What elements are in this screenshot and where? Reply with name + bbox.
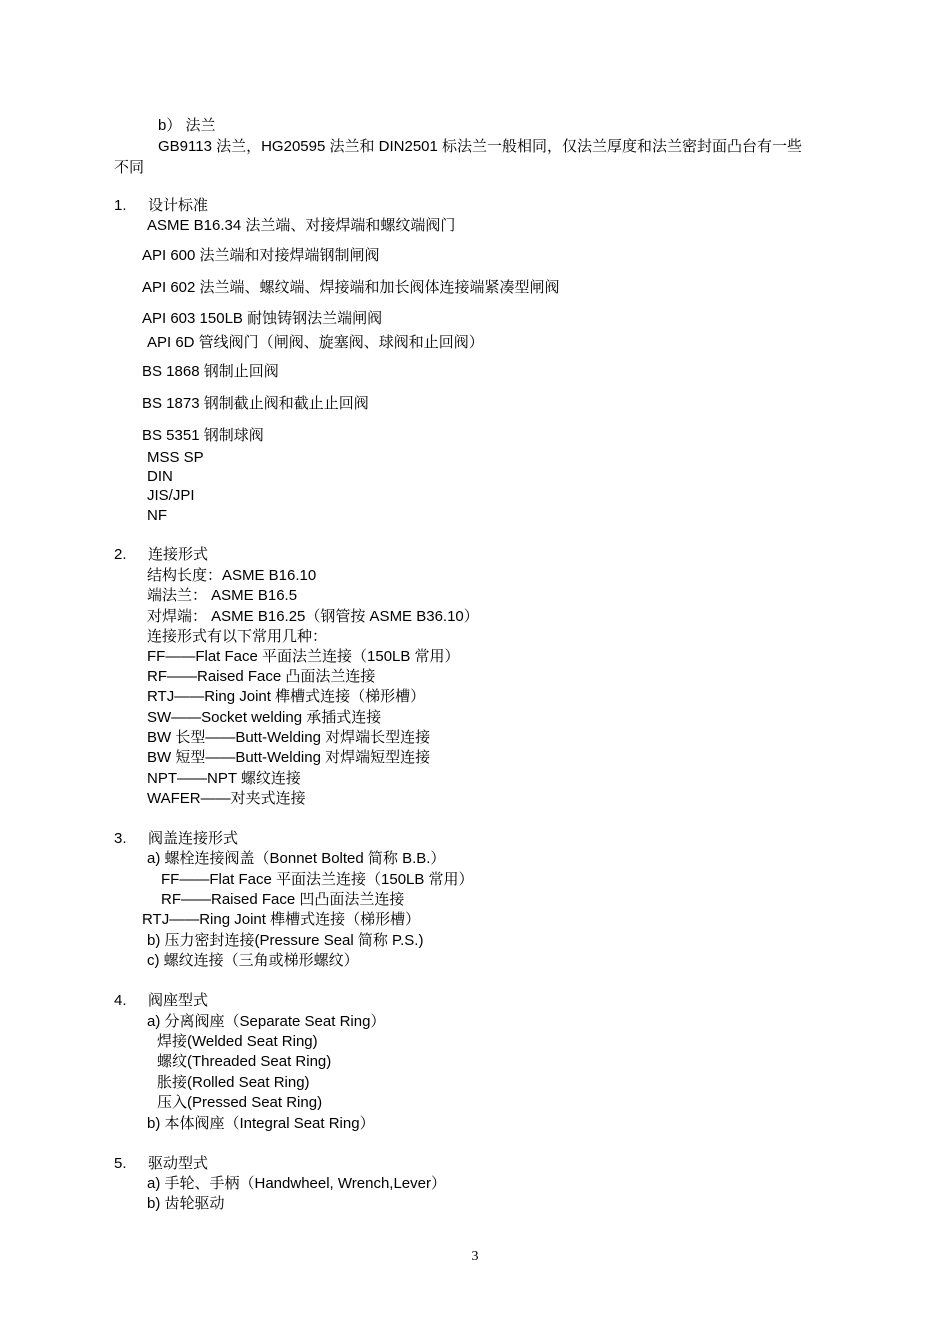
list-item: FF——Flat Face 平面法兰连接（150LB 常用）	[161, 871, 474, 888]
list-item: NF	[147, 507, 167, 524]
intro-paragraph-line-1: GB9113 法兰，HG20595 法兰和 DIN2501 标法兰一般相同，仅法兰厚度和法兰密封面凸台有一些	[158, 138, 803, 155]
list-item: a) 螺栓连接阀盖（Bonnet Bolted 简称 B.B.）	[147, 850, 446, 867]
list-item: 压入(Pressed Seat Ring)	[157, 1094, 323, 1111]
section-title: 阀盖连接形式	[148, 830, 239, 847]
list-item: NPT——NPT 螺纹连接	[147, 770, 301, 787]
list-item: c) 螺纹连接（三角或梯形螺纹）	[147, 952, 359, 969]
list-item: MSS SP	[147, 449, 204, 466]
list-item: BW 短型——Butt-Welding 对焊端短型连接	[147, 749, 431, 766]
intro-paragraph-line-2: 不同	[114, 159, 145, 176]
list-item: API 602 法兰端、螺纹端、焊接端和加长阀体连接端紧凑型闸阀	[142, 279, 560, 296]
list-item: JIS/JPI	[147, 487, 195, 504]
list-item: 对焊端： ASME B16.25（钢管按 ASME B36.10）	[147, 608, 479, 625]
list-item: BS 1868 钢制止回阀	[142, 363, 279, 380]
section-2-heading	[114, 545, 208, 565]
list-item: BS 5351 钢制球阀	[142, 427, 264, 444]
list-item: API 6D 管线阀门（闸阀、旋塞阀、球阀和止回阀）	[147, 334, 484, 351]
intro-heading: b） 法兰	[158, 117, 216, 134]
list-item: 端法兰： ASME B16.5	[147, 587, 298, 604]
section-5-heading	[114, 1154, 208, 1174]
section-1-heading	[114, 196, 208, 216]
list-item: b) 齿轮驱动	[147, 1195, 225, 1212]
list-item: SW——Socket welding 承插式连接	[147, 709, 382, 726]
section-title: 驱动型式	[148, 1155, 209, 1172]
list-item: RTJ——Ring Joint 榫槽式连接（梯形槽）	[147, 688, 426, 705]
section-title: 设计标准	[148, 197, 209, 214]
section-4-heading	[114, 991, 208, 1011]
list-item: BW 长型——Butt-Welding 对焊端长型连接	[147, 729, 431, 746]
section-title: 连接形式	[148, 546, 209, 563]
list-item: RTJ——Ring Joint 榫槽式连接（梯形槽）	[142, 911, 421, 928]
list-item: b) 压力密封连接(Pressure Seal 简称 P.S.)	[147, 932, 424, 949]
list-item: 螺纹(Threaded Seat Ring)	[157, 1053, 332, 1070]
page-number: 3	[471, 1249, 479, 1264]
section-number: 4.	[114, 992, 127, 1009]
list-item: DIN	[147, 468, 173, 485]
list-item: ASME B16.34 法兰端、对接焊端和螺纹端阀门	[147, 217, 456, 234]
list-item: 连接形式有以下常用几种：	[147, 628, 328, 645]
list-item: b) 本体阀座（Integral Seat Ring）	[147, 1115, 375, 1132]
section-number: 5.	[114, 1155, 127, 1172]
list-item: API 600 法兰端和对接焊端钢制闸阀	[142, 247, 380, 264]
section-number: 1.	[114, 197, 127, 214]
list-item: RF——Raised Face 凹凸面法兰连接	[161, 891, 405, 908]
list-item: WAFER——对夹式连接	[147, 790, 306, 807]
section-3-heading	[114, 829, 238, 849]
list-item: RF——Raised Face 凸面法兰连接	[147, 668, 376, 685]
list-item: FF——Flat Face 平面法兰连接（150LB 常用）	[147, 648, 460, 665]
list-item: 焊接(Welded Seat Ring)	[157, 1033, 318, 1050]
section-title: 阀座型式	[148, 992, 209, 1009]
section-number: 3.	[114, 830, 127, 847]
list-item: 胀接(Rolled Seat Ring)	[157, 1074, 310, 1091]
list-item: a) 分离阀座（Separate Seat Ring）	[147, 1013, 386, 1030]
list-item: BS 1873 钢制截止阀和截止止回阀	[142, 395, 369, 412]
list-item: 结构长度：ASME B16.10	[147, 567, 317, 584]
list-item: API 603 150LB 耐蚀铸钢法兰端闸阀	[142, 310, 383, 327]
list-item: a) 手轮、手柄（Handwheel, Wrench,Lever）	[147, 1175, 446, 1192]
section-number: 2.	[114, 546, 127, 563]
